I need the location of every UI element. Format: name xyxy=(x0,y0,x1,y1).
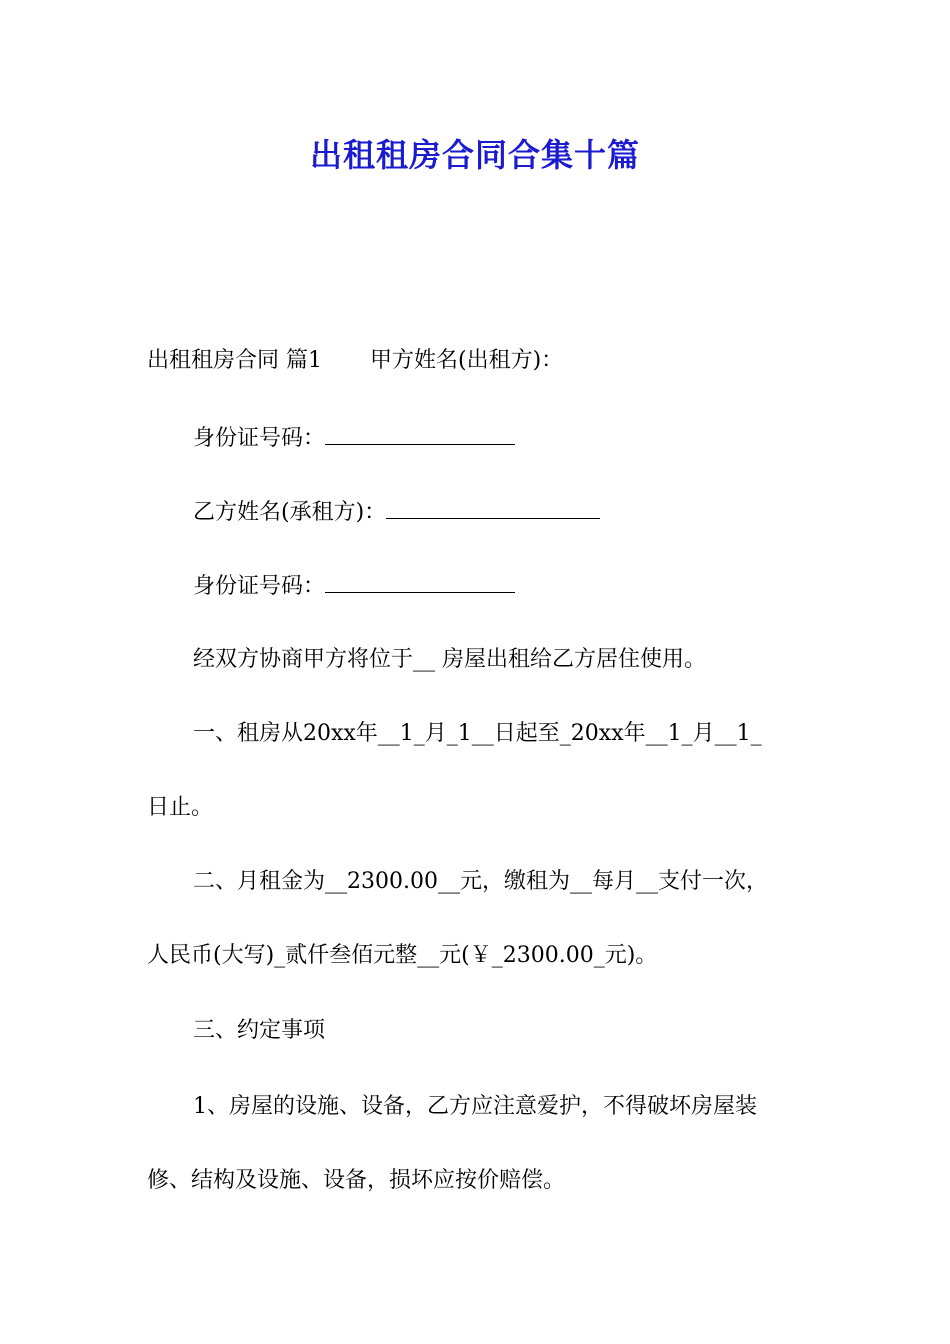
id-number-blank xyxy=(325,422,515,445)
document-title: 出租租房合同合集十篇 xyxy=(309,136,640,174)
contract-heading-line xyxy=(147,346,563,376)
id-number-label: 身份证号码： xyxy=(193,426,326,451)
id-number-label: 身份证号码： xyxy=(193,574,326,599)
party-a-label: 甲方姓名(出租方)： xyxy=(370,348,564,373)
id-number-blank xyxy=(325,570,515,593)
paragraph-line: 经双方协商甲方将位于__ 房屋出租给乙方居住使用。 xyxy=(193,647,706,672)
paragraph-line: 二、月租金为__2300.00__元，缴租为__每月__支付一次， xyxy=(193,869,768,894)
section-heading: 三、约定事项 xyxy=(193,1018,326,1043)
paragraph-line: 1、房屋的设施、设备，乙方应注意爱护，不得破坏房屋装 xyxy=(193,1094,757,1119)
party-b-line xyxy=(193,496,600,528)
contract-heading: 出租租房合同 篇1 xyxy=(147,348,322,373)
party-b-name-blank xyxy=(386,496,600,519)
paragraph-line: 人民币(大写)_贰仟叁佰元整__元(￥_2300.00_元)。 xyxy=(147,943,658,968)
paragraph-line: 日止。 xyxy=(147,795,214,820)
party-b-id-line xyxy=(193,570,515,602)
party-b-label: 乙方姓名(承租方)： xyxy=(193,500,387,525)
paragraph-line: 修、结构及设施、设备，损坏应按价赔偿。 xyxy=(147,1168,566,1193)
party-a-id-line xyxy=(193,422,515,454)
paragraph-line: 一、租房从20xx年__1_月_1__日起至_20xx年__1_月__1_ xyxy=(193,721,762,746)
